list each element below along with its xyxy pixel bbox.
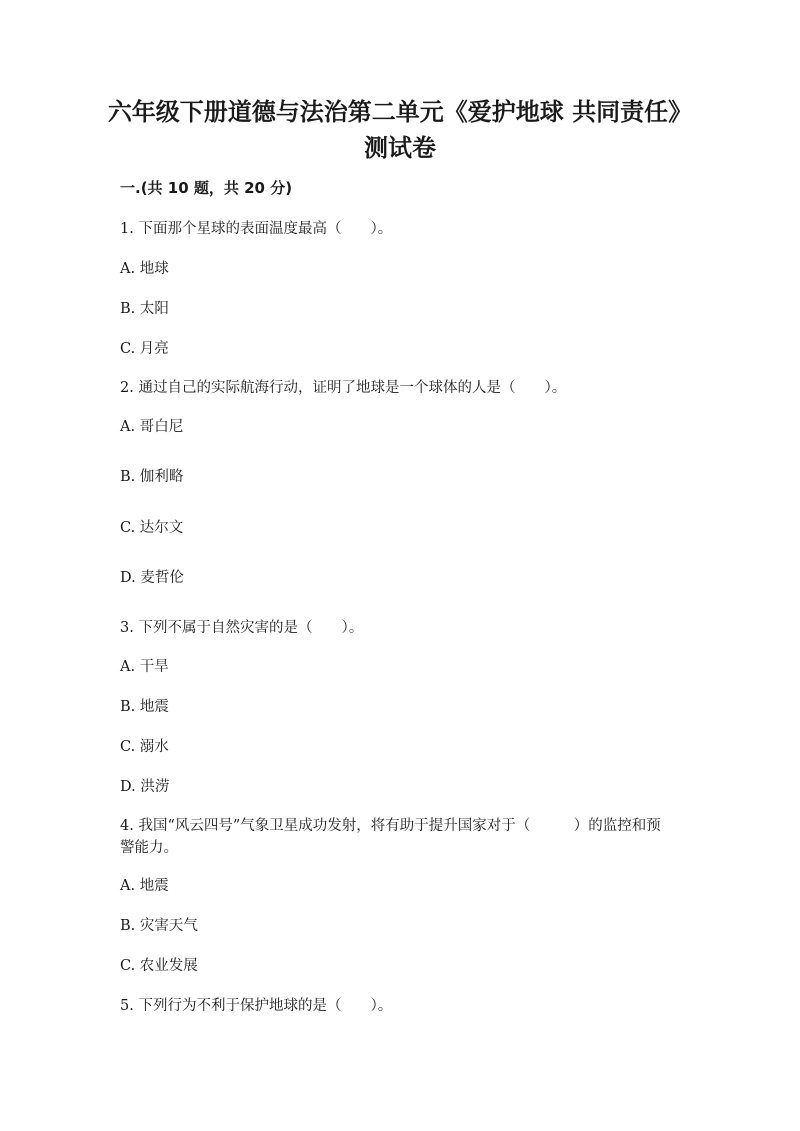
question-4-stem: 4. 我国“风云四号”气象卫星成功发射，将有助于提升国家对于（ ）的监控和预警能力。 [120,818,661,856]
question-3-stem: 3. 下列不属于自然灾害的是（ ）。 [120,620,364,636]
question-4-option-c: C. 农业发展 [120,958,198,974]
question-2-option-a: A. 哥白尼 [120,419,184,435]
question-1-stem: 1. 下面那个星球的表面温度最高（ ）。 [120,221,393,237]
question-2-stem: 2. 通过自己的实际航海行动，证明了地球是一个球体的人是（ ）。 [120,380,567,396]
question-2-option-c: C. 达尔文 [120,520,184,536]
question-3-option-a: A. 干旱 [120,659,169,675]
question-5-stem: 5. 下列行为不利于保护地球的是（ ）。 [120,998,393,1014]
question-3-option-d: D. 洪涝 [120,779,170,795]
question-4-option-b: B. 灾害天气 [120,918,198,934]
page-title: 六年级下册道德与法治第二单元《爱护地球 共同责任》测试卷 [107,98,693,162]
question-4-option-a: A. 地震 [120,878,169,894]
question-1-option-c: C. 月亮 [120,341,169,357]
question-2-option-b: B. 伽利略 [120,469,184,485]
question-2-option-d: D. 麦哲伦 [120,570,184,586]
question-3-option-b: B. 地震 [120,699,169,715]
question-1-option-b: B. 太阳 [120,301,169,317]
question-3-option-c: C. 溺水 [120,739,169,755]
section-heading: 一.(共 10 题，共 20 分) [120,179,293,197]
question-1-option-a: A. 地球 [120,261,169,277]
